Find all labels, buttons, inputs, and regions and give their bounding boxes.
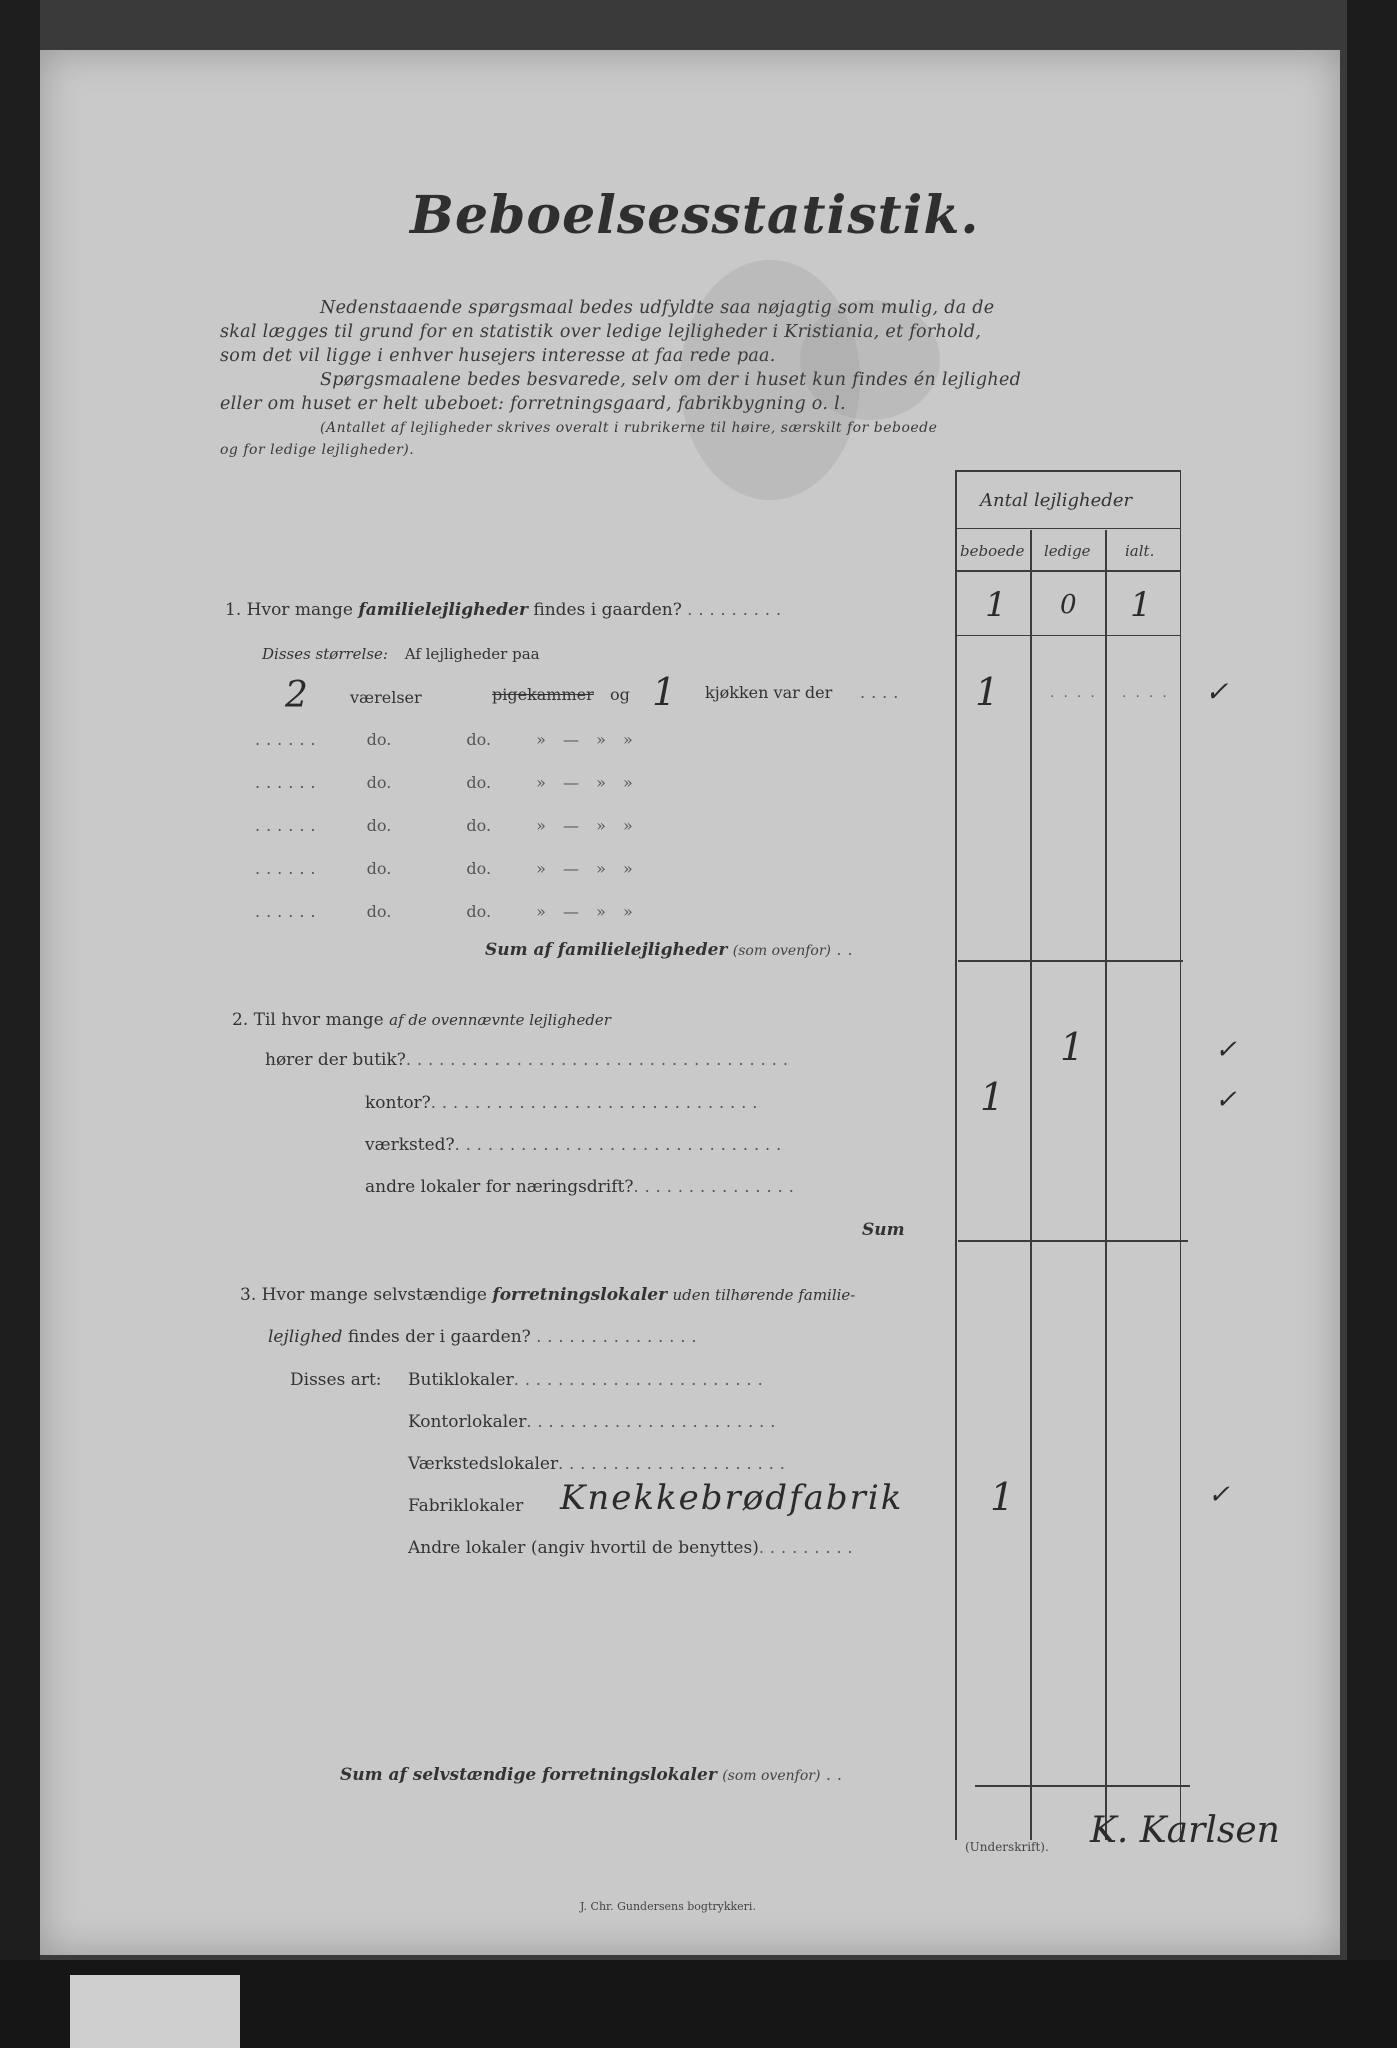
q2-prefix: Til hvor mange bbox=[253, 1010, 384, 1030]
row1-beboede-answer: 1 bbox=[975, 670, 1000, 714]
table-top-rule bbox=[955, 470, 1180, 472]
q1-answer-rule bbox=[955, 635, 1180, 636]
leader-dots: .... bbox=[860, 683, 905, 702]
q2-andre-label: andre lokaler for næringsdrift? bbox=[365, 1177, 634, 1197]
q2-butik-ledige-answer: 1 bbox=[1060, 1025, 1085, 1069]
q1-sum-suffix: (som ovenfor) bbox=[732, 943, 831, 959]
q3-line2a: lejlighed bbox=[268, 1327, 343, 1347]
q3-number: 3. bbox=[240, 1285, 257, 1305]
intro-line-7: og for ledige lejligheder). bbox=[220, 442, 415, 458]
form-title: Beboelsesstatistik. bbox=[410, 185, 980, 246]
checkmark-icon: ✓ bbox=[1215, 1035, 1237, 1065]
q3-question bbox=[240, 1285, 855, 1305]
rooms-count-handwritten: 2 bbox=[285, 675, 308, 716]
q3-fabrik-beboede-answer: 1 bbox=[990, 1475, 1015, 1519]
column-header-ialt: ialt. bbox=[1125, 542, 1155, 560]
do-label: do. bbox=[466, 773, 492, 792]
table-right-rule bbox=[1180, 470, 1181, 1840]
and-label: og bbox=[610, 685, 630, 704]
q1-suffix: findes i gaarden? bbox=[533, 600, 682, 620]
q3-kontor-label: Kontorlokaler bbox=[408, 1412, 527, 1432]
q1-sum-rule bbox=[958, 960, 1183, 962]
signature-handwritten: K. Karlsen bbox=[1090, 1810, 1280, 1851]
intro-line-1: Nedenstaaende spørgsmaal bedes udfyldte saa nøjagtig som mulig, da de bbox=[320, 298, 995, 318]
scan-border-right bbox=[1347, 0, 1397, 2048]
leader-dots: ......... bbox=[687, 600, 788, 619]
column-divider-1 bbox=[1030, 530, 1032, 1840]
q3-andre-label: Andre lokaler (angiv hvortil de benyttes) bbox=[408, 1538, 759, 1558]
do-label: do. bbox=[466, 859, 492, 878]
checkmark-icon: ✓ bbox=[1205, 675, 1229, 708]
q3-line-2: lejlighed findes der i gaarden? ............... bbox=[268, 1327, 703, 1347]
column-divider-2 bbox=[1105, 530, 1107, 1840]
rooms-label: værelser bbox=[350, 688, 422, 707]
scan-light-patch bbox=[70, 1975, 240, 2048]
do-row: ...... do. do. » — » » bbox=[255, 902, 639, 921]
q3-prefix: Hvor mange selvstændige bbox=[261, 1285, 487, 1305]
intro-line-4: Spørgsmaalene bedes besvarede, selv om der i huset kun findes én lejlighed bbox=[320, 370, 1022, 390]
q2-vaerksted-label: værksted? bbox=[365, 1135, 455, 1155]
q1-number: 1. bbox=[225, 600, 242, 620]
maid-room-label: pigekammer bbox=[492, 685, 594, 704]
signature-label: (Underskrift). bbox=[965, 1840, 1049, 1854]
q3-sum-suffix: (som ovenfor) bbox=[722, 1768, 821, 1784]
q2-butik-label: hører der butik? bbox=[265, 1050, 406, 1070]
q3-fabrik-handwritten: Knekkebrødfabrik bbox=[560, 1478, 904, 1518]
do-label: do. bbox=[466, 730, 492, 749]
do-label: do. bbox=[366, 816, 392, 835]
q3-emphasis: forretningslokaler bbox=[492, 1285, 668, 1305]
do-row: ...... do. do. » — » » bbox=[255, 816, 639, 835]
q2-question bbox=[232, 1010, 611, 1030]
q2-vaerksted-line: værksted?.............................. bbox=[365, 1135, 788, 1155]
q3-vaerksted-line: Værkstedslokaler..................... bbox=[408, 1454, 791, 1474]
intro-line-6: (Antallet af lejligheder skrives overalt i rubrikerne til høire, særskilt for beboede bbox=[320, 420, 938, 436]
q1-beboede-answer: 1 bbox=[985, 585, 1007, 625]
checkmark-icon: ✓ bbox=[1215, 1085, 1237, 1115]
q2-kontor-line: kontor?.............................. bbox=[365, 1093, 764, 1113]
q3-butik-line: Butiklokaler....................... bbox=[408, 1370, 769, 1390]
form-sheet bbox=[40, 50, 1340, 1955]
q1-ledige-answer: 0 bbox=[1060, 590, 1077, 620]
do-label: do. bbox=[366, 730, 392, 749]
intro-line-3: som det vil ligge i enhver husejers interesse at faa rede paa. bbox=[220, 346, 776, 366]
q1-prefix: Hvor mange bbox=[246, 600, 353, 620]
q1-size-text: Af lejligheder paa bbox=[404, 645, 540, 663]
q1-sum-label: Sum af familielejligheder bbox=[485, 940, 728, 960]
printer-imprint: J. Chr. Gundersens bogtrykkeri. bbox=[580, 1900, 756, 1913]
q1-size-line bbox=[262, 645, 540, 663]
checkmark-icon: ✓ bbox=[1208, 1480, 1230, 1510]
q3-line2b: findes der i gaarden? bbox=[347, 1327, 531, 1347]
q3-butik-label: Butiklokaler bbox=[408, 1370, 514, 1390]
q3-sum-line: Sum af selvstændige forretningslokaler (som ovenfor) .. bbox=[340, 1765, 848, 1785]
do-label: do. bbox=[366, 902, 392, 921]
column-header-beboede: beboede bbox=[960, 542, 1025, 560]
table-left-rule bbox=[955, 470, 957, 1840]
do-row: ...... do. do. » — » » bbox=[255, 773, 639, 792]
table-subheader-rule bbox=[955, 570, 1180, 572]
q2-sum-rule bbox=[958, 1240, 1188, 1242]
q2-kontor-beboede-answer: 1 bbox=[980, 1075, 1005, 1119]
do-label: do. bbox=[366, 859, 392, 878]
q3-kontor-line: Kontorlokaler....................... bbox=[408, 1412, 782, 1432]
q2-andre-line: andre lokaler for næringsdrift?............... bbox=[365, 1177, 800, 1197]
intro-line-2: skal lægges til grund for en statistik over ledige lejligheder i Kristiania, et forhold, bbox=[220, 322, 982, 342]
kitchen-label: kjøkken var der bbox=[705, 683, 833, 702]
do-row: ...... do. do. » — » » bbox=[255, 730, 639, 749]
q1-ialt-answer: 1 bbox=[1130, 585, 1152, 625]
cell-dots: .... bbox=[1122, 685, 1176, 701]
q1-sum-line: Sum af familielejligheder (som ovenfor) .. bbox=[485, 940, 859, 960]
do-label: do. bbox=[466, 816, 492, 835]
q1-question bbox=[225, 600, 787, 620]
do-label: do. bbox=[366, 773, 392, 792]
q3-sum-rule bbox=[975, 1785, 1190, 1787]
q3-sum-label: Sum af selvstændige forretningslokaler bbox=[340, 1765, 717, 1785]
cell-dots: .... bbox=[1050, 685, 1104, 701]
column-group-header: Antal lejligheder bbox=[980, 490, 1133, 511]
kitchen-count-handwritten: 1 bbox=[652, 670, 677, 714]
do-row: ...... do. do. » — » » bbox=[255, 859, 639, 878]
q1-size-label: Disses størrelse: bbox=[262, 645, 388, 663]
q2-number: 2. bbox=[232, 1010, 249, 1030]
q1-emphasis: familielejligheder bbox=[358, 600, 528, 620]
q2-kontor-label: kontor? bbox=[365, 1093, 431, 1113]
q3-andre-line: Andre lokaler (angiv hvortil de benyttes)......... bbox=[408, 1538, 859, 1558]
q3-art-label: Disses art: bbox=[290, 1370, 382, 1390]
q2-emphasis: af de ovennævnte lejligheder bbox=[389, 1011, 611, 1029]
do-label: do. bbox=[466, 902, 492, 921]
q3-vaerksted-label: Værkstedslokaler bbox=[408, 1454, 559, 1474]
scan-border-left bbox=[0, 0, 40, 2048]
column-header-ledige: ledige bbox=[1044, 542, 1091, 560]
q2-butik-line: hører der butik?................................... bbox=[265, 1050, 794, 1070]
table-header-rule bbox=[955, 528, 1180, 529]
q3-fabrik-label: Fabriklokaler bbox=[408, 1496, 524, 1516]
intro-line-5: eller om huset er helt ubeboet: forretningsgaard, fabrikbygning o. l. bbox=[220, 394, 846, 414]
q3-suffix: uden tilhørende familie- bbox=[672, 1286, 856, 1304]
q2-sum-label: Sum bbox=[862, 1220, 905, 1240]
